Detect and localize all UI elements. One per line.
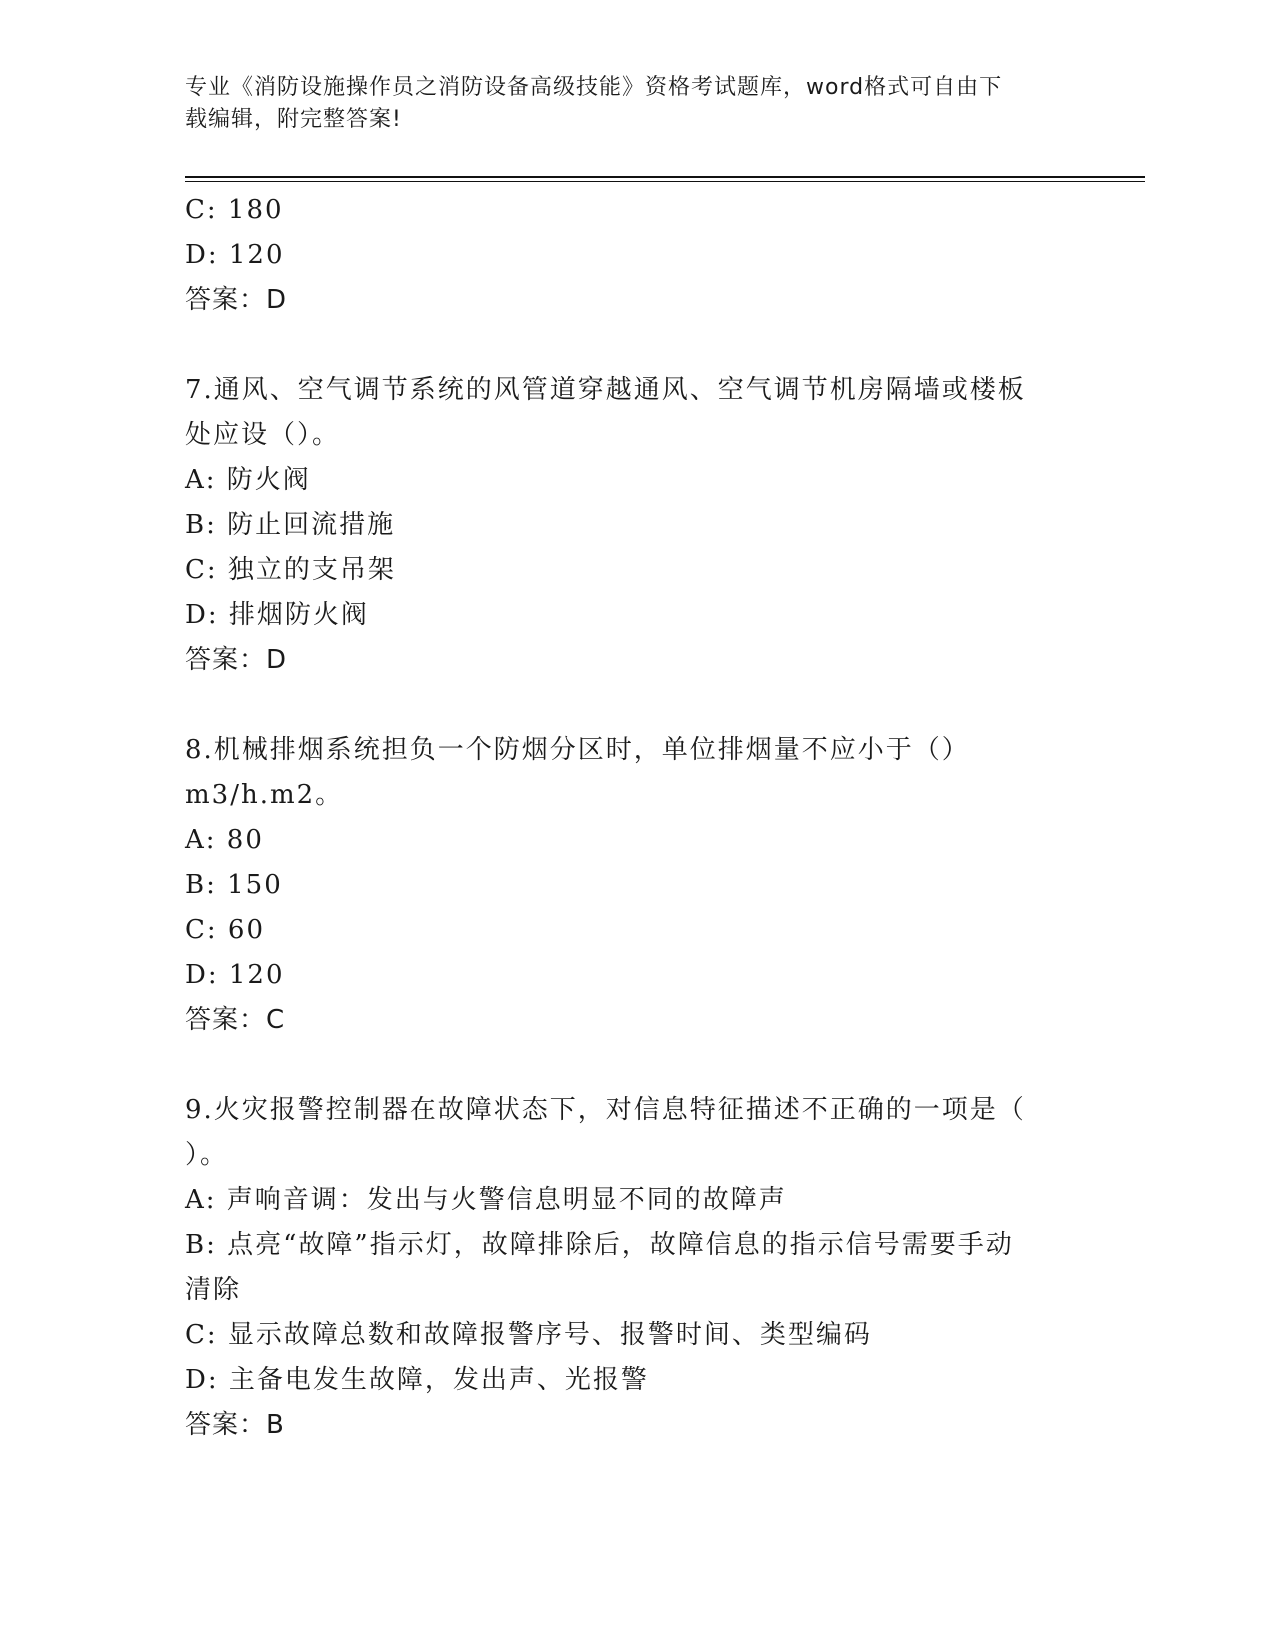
- question-block-7: [185, 368, 1085, 683]
- option-a: A: 声响音调：发出与火警信息明显不同的故障声: [185, 1185, 787, 1215]
- header-divider-thick: [185, 176, 1145, 178]
- question-list: [185, 188, 1085, 1448]
- option-d: D: 120: [185, 960, 285, 990]
- question-stem: 7.通风、空气调节系统的风管道穿越通风、空气调节机房隔墙或楼板: [185, 375, 1026, 405]
- option-c: C: 独立的支吊架: [185, 555, 396, 585]
- question-stem: m3/h.m2。: [185, 780, 344, 810]
- spacer: [185, 1043, 1085, 1088]
- option-a: A: 防火阀: [185, 465, 311, 495]
- option-c: C: 180: [185, 195, 284, 225]
- option-d: D: 主备电发生故障，发出声、光报警: [185, 1365, 649, 1395]
- option-a: A: 80: [185, 825, 264, 855]
- header-divider-thin: [185, 181, 1145, 182]
- option-c: C: 显示故障总数和故障报警序号、报警时间、类型编码: [185, 1320, 872, 1350]
- answer-line: 答案：D: [185, 645, 288, 675]
- option-d: D: 排烟防火阀: [185, 600, 369, 630]
- header-line-1: 专业《消防设施操作员之消防设备高级技能》资格考试题库，word格式可自由下: [185, 75, 1003, 100]
- spacer: [185, 323, 1085, 368]
- question-block-8: [185, 728, 1085, 1043]
- page-header: [185, 72, 1065, 136]
- option-b: B: 点亮“故障”指示灯，故障排除后，故障信息的指示信号需要手动: [185, 1230, 1014, 1260]
- question-block-9: [185, 1088, 1085, 1448]
- question-stem: 8.机械排烟系统担负一个防烟分区时，单位排烟量不应小于（）: [185, 735, 970, 765]
- answer-line: 答案：D: [185, 285, 288, 315]
- answer-line: 答案：C: [185, 1005, 286, 1035]
- spacer: [185, 683, 1085, 728]
- header-line-2: 载编辑，附完整答案!: [185, 107, 402, 132]
- option-b: B: 150: [185, 870, 283, 900]
- answer-line: 答案：B: [185, 1410, 285, 1440]
- option-d: D: 120: [185, 240, 285, 270]
- question-block-prev: [185, 188, 1085, 323]
- question-stem: 处应设（）。: [185, 420, 341, 450]
- option-b: B: 防止回流措施: [185, 510, 396, 540]
- option-c: C: 60: [185, 915, 266, 945]
- question-stem: ）。: [185, 1140, 229, 1170]
- question-stem: 9.火灾报警控制器在故障状态下，对信息特征描述不正确的一项是（: [185, 1095, 1026, 1125]
- option-b-continued: 清除: [185, 1275, 242, 1305]
